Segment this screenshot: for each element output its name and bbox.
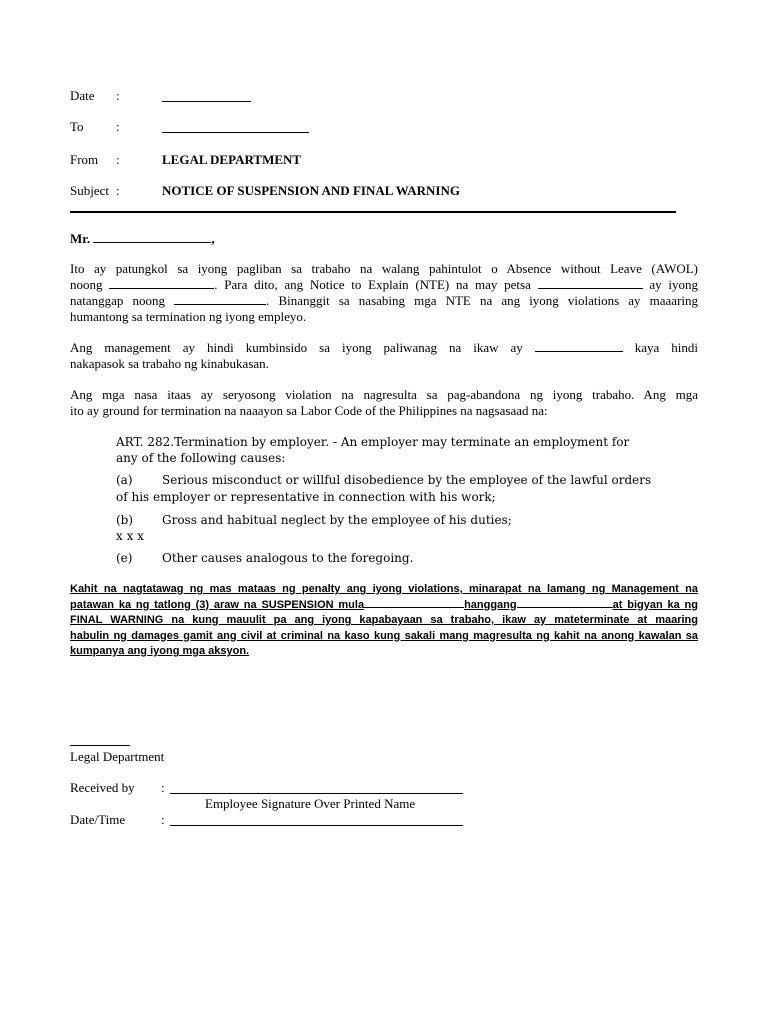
article-item-a-line1: Serious misconduct or willful disobedience by the employee of the lawful orders: [162, 473, 652, 487]
paragraph-line: Ang mga nasa itaas ay seryosong violation na nagresulta sa pag-abandona ng iyong trabaho. Ang mga: [70, 387, 698, 402]
paragraph-violation: [70, 387, 698, 419]
received-by-label: Received by: [70, 780, 135, 795]
salutation: [70, 231, 215, 247]
from-label: From: [70, 152, 99, 167]
received-by-colon: :: [161, 780, 165, 795]
paragraph-explanation: [70, 340, 698, 372]
paragraph-line: nakapasok sa trabaho ng kinabukasan.: [70, 356, 269, 371]
paragraph-line: Ito ay patungkol sa iyong pagliban sa trabaho na walang pahintulot o Absence without Leave (AWOL): [70, 261, 698, 276]
article-item-b-line1: Gross and habitual neglect by the employee of his duties;: [162, 513, 512, 527]
to-blank: [162, 132, 309, 133]
warning-line: kumpanya ang iyong mga aksyon.: [70, 645, 250, 657]
paragraph-line: ito ay ground for termination na naaayon sa Labor Code of the Philippines na nagsasaad na:: [70, 403, 548, 418]
salutation-prefix: Mr.: [70, 231, 91, 246]
datetime-label: Date/Time: [70, 812, 126, 827]
header-divider: [70, 211, 676, 213]
paragraph-line: humantong sa termination ng iyong empleyo.: [70, 309, 307, 324]
date-label: Date: [70, 88, 95, 103]
to-colon: :: [116, 119, 120, 134]
date-blank: [162, 101, 251, 102]
paragraph-line: Ang management ay hindi kumbinsido sa iyong paliwanag na ikaw ay kaya hindi: [70, 340, 699, 355]
date-colon: :: [116, 88, 120, 103]
warning-line: FINAL WARNING na kung mauulit pa ang iyong kapabayaan sa trabaho, ikaw ay mateterminate at maaring: [70, 614, 698, 626]
final-warning-paragraph: [70, 582, 698, 660]
paragraph-line: natanggap noong . Binanggit sa nasabing mga NTE na ang iyong violations ay maaaring: [70, 293, 699, 308]
subject-label: Subject: [70, 183, 109, 198]
article-item-a-marker: (a): [116, 473, 133, 487]
datetime-line: [170, 825, 463, 826]
article-item-a-line2: of his employer or representative in connection with his work;: [116, 490, 496, 504]
signatory-department: Legal Department: [70, 749, 165, 764]
salutation-suffix: ,: [211, 231, 215, 246]
warning-line: habulin ng damages gamit ang civil at criminal na kaso kung sakali mang magresulta ng kahit na anong kawalan sa: [70, 629, 698, 642]
signatory-line: [70, 745, 130, 746]
article-item-e-marker: (e): [116, 551, 133, 565]
article-ellipsis: x x x: [116, 529, 144, 543]
received-by-line: [170, 793, 463, 794]
warning-line: patawan ka ng tatlong (3) araw na SUSPENSION mula hanggang at bigyan ka ng: [70, 598, 698, 611]
signature-caption: Employee Signature Over Printed Name: [205, 796, 416, 811]
warning-line: Kahit na nagtatawag ng mas mataas ng penalty ang iyong violations, minarapat na lamang ng Management na: [70, 583, 698, 595]
subject-value: NOTICE OF SUSPENSION AND FINAL WARNING: [162, 183, 460, 198]
subject-colon: :: [116, 183, 120, 198]
paragraph-awol: [70, 261, 698, 325]
paragraph-line: noong . Para dito, ang Notice to Explain (NTE) na may petsa ay iyong: [70, 277, 699, 292]
salutation-blank: [93, 231, 211, 243]
article-intro-line2: any of the following causes:: [116, 451, 286, 465]
article-item-e-line1: Other causes analogous to the foregoing.: [162, 551, 414, 565]
from-colon: :: [116, 152, 120, 167]
article-item-b-marker: (b): [116, 513, 134, 527]
datetime-colon: :: [161, 812, 165, 827]
article-intro-line1: ART. 282.Termination by employer. - An employer may terminate an employment for: [116, 435, 630, 449]
from-value: LEGAL DEPARTMENT: [162, 152, 302, 167]
to-label: To: [70, 119, 84, 134]
